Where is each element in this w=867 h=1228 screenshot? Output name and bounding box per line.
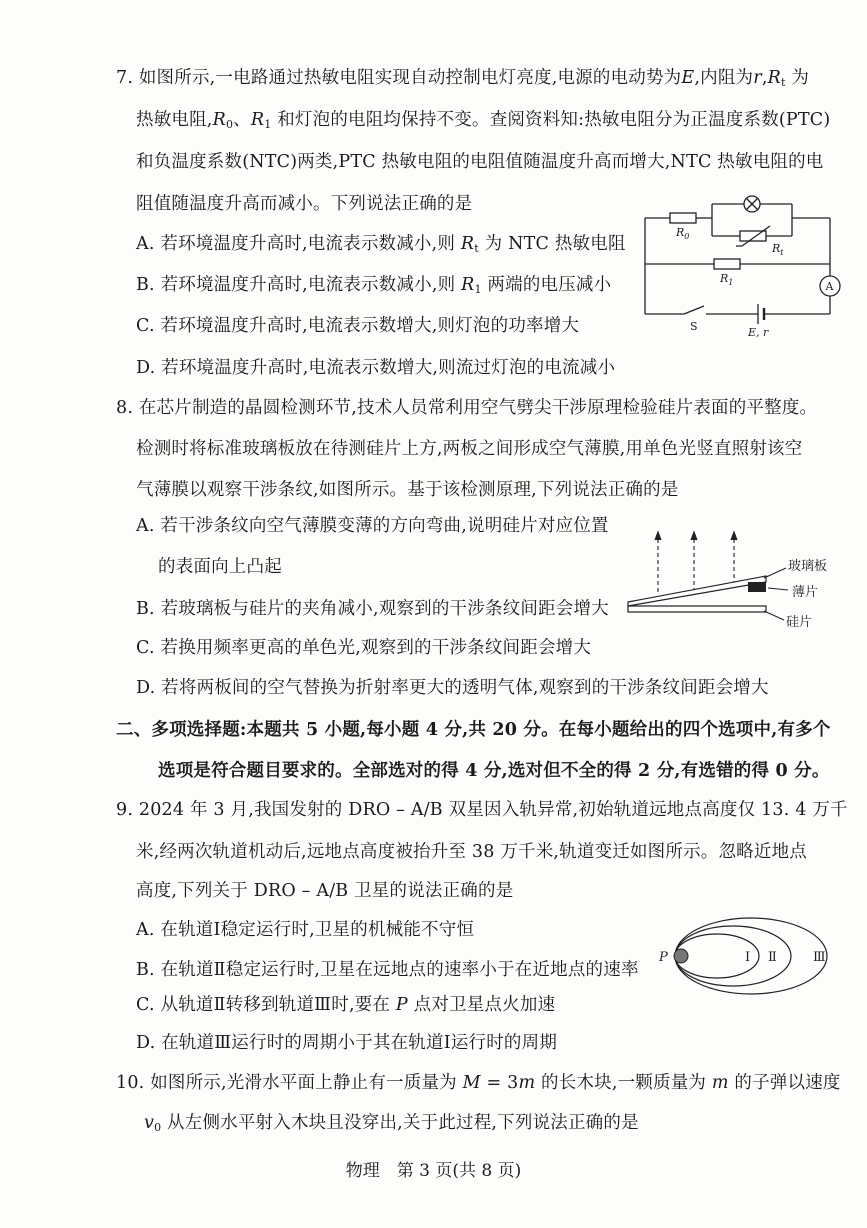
page-footer: 物理 第 3 页(共 8 页) (345, 1161, 522, 1181)
glass-plate (628, 576, 766, 606)
switch-icon (684, 306, 704, 314)
thin-sheet (748, 582, 766, 592)
q7-option-c: C. 若环境温度升高时,电流表示数增大,则灯泡的功率增大 (136, 316, 580, 336)
q9-orbit-diagram (655, 912, 835, 1002)
label-source: E, r (748, 326, 769, 339)
q8-option-a-line2: 的表面向上凸起 (158, 557, 282, 577)
q9-option-b: B. 在轨道Ⅱ稳定运行时,卫星在远地点的速率小于在近地点的速率 (136, 960, 639, 980)
label-rt: $R_t$ (772, 242, 784, 257)
label-glass-plate: 玻璃板 (788, 559, 828, 574)
q8-option-d: D. 若将两板间的空气替换为折射率更大的透明气体,观察到的干涉条纹间距会增大 (136, 678, 769, 698)
q8-air-wedge-diagram (626, 512, 846, 642)
label-switch: S (690, 320, 698, 333)
q7-option-b: B. 若环境温度升高时,电流表示数减小,则 $R_1$ 两端的电压减小 (136, 275, 612, 296)
orbit-3 (675, 918, 827, 994)
label-silicon-wafer: 硅片 (786, 615, 813, 630)
q8-option-a-line1: A. 若干涉条纹向空气薄膜变薄的方向弯曲,说明硅片对应位置 (136, 516, 609, 536)
label-orbit-2: Ⅱ (768, 950, 777, 965)
q9-option-d: D. 在轨道Ⅲ运行时的周期小于其在轨道Ⅰ运行时的周期 (136, 1033, 558, 1053)
q8-option-b: B. 若玻璃板与硅片的夹角减小,观察到的干涉条纹间距会增大 (136, 599, 609, 619)
section2-heading-line2: 选项是符合题目要求的。全部选对的得 4 分,选对但不全的得 2 分,有选错的得 0 分。 (158, 761, 830, 781)
label-thin-sheet: 薄片 (792, 585, 819, 600)
q8-stem-line2: 检测时将标准玻璃板放在待测硅片上方,两板之间形成空气薄膜,用单色光竖直照射该空 (136, 439, 803, 459)
resistor-r1 (714, 259, 740, 269)
q9-option-a: A. 在轨道Ⅰ稳定运行时,卫星的机械能不守恒 (136, 920, 475, 940)
label-orbit-1: Ⅰ (745, 950, 751, 965)
label-r1: $R_1$ (720, 272, 734, 287)
q10-stem-line1: 10. 如图所示,光滑水平面上静止有一质量为 M = 3m 的长木块,一颗质量为 m 的子弹以速度 (116, 1073, 841, 1093)
q7-stem-line2: 热敏电阻$,R_0$、$R_1$ 和灯泡的电阻均保持不变。查阅资料知:热敏电阻分为正温度系数(PTC) (136, 110, 831, 131)
q8-stem-line3: 气薄膜以观察干涉条纹,如图所示。基于该检测原理,下列说法正确的是 (136, 480, 679, 500)
label-orbit-3: Ⅲ (813, 950, 826, 965)
label-point-p: P (659, 950, 668, 965)
q7-circuit-diagram (640, 196, 840, 346)
q8-stem-line1: 8. 在芯片制造的晶圆检测环节,技术人员常利用空气劈尖干涉原理检验硅片表面的平整度。 (116, 398, 818, 418)
thermistor-rt (740, 231, 766, 241)
label-r0: $R_0$ (676, 226, 690, 241)
q7-stem-line4: 阻值随温度升高而减小。下列说法正确的是 (136, 194, 473, 214)
q9-stem-line3: 高度,下列关于 DRO – A/B 卫星的说法正确的是 (136, 881, 514, 901)
resistor-r0 (670, 213, 696, 223)
q7-stem-line1: 7. 如图所示,一电路通过热敏电阻实现自动控制电灯亮度,电源的电动势为E,内阻为$r,R_t$ 为 (116, 68, 810, 89)
q10-stem-line2: $v_0$ 从左侧水平射入木块且没穿出,关于此过程,下列说法正确的是 (144, 1113, 639, 1134)
q9-stem-line2: 米,经两次轨道机动后,远地点高度被抬升至 38 万千米,轨道变迁如图所示。忽略近地点 (136, 842, 807, 862)
q8-option-c: C. 若换用频率更高的单色光,观察到的干涉条纹间距会增大 (136, 638, 592, 658)
q7-stem-line3: 和负温度系数(NTC)两类,PTC 热敏电阻的电阻值随温度升高而增大,NTC 热敏电阻的电 (136, 152, 824, 172)
q9-option-c: C. 从轨道Ⅱ转移到轨道Ⅲ时,要在 P 点对卫星点火加速 (136, 995, 556, 1015)
silicon-wafer (628, 606, 766, 612)
label-ammeter: A (825, 280, 834, 293)
q9-stem-line1: 9. 2024 年 3 月,我国发射的 DRO – A/B 双星因入轨异常,初始轨道远地点高度仅 13. 4 万千 (116, 800, 848, 820)
q7-option-a: A. 若环境温度升高时,电流表示数减小,则 $R_t$ 为 NTC 热敏电阻 (136, 234, 626, 255)
q7-option-d: D. 若环境温度升高时,电流表示数增大,则流过灯泡的电流减小 (136, 358, 616, 378)
section2-heading-line1: 二、多项选择题:本题共 5 小题,每小题 4 分,共 20 分。在每小题给出的四个选项中,有多个 (116, 720, 831, 740)
earth-icon (674, 949, 688, 963)
